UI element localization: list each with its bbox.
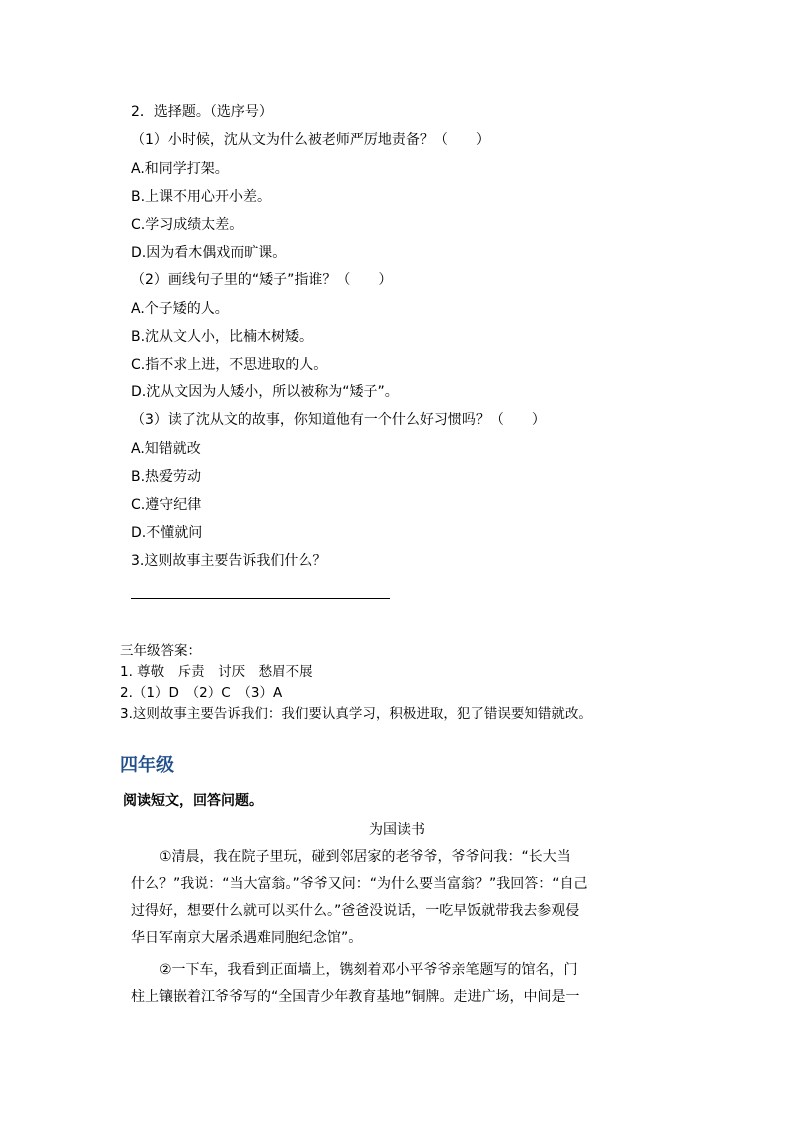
paragraph-line: ①清晨，我在院子里玩，碰到邻居家的老爷爷，爷爷问我：“长大当 xyxy=(131,849,571,865)
answer-blank-line xyxy=(131,598,390,599)
question-2-option-c: C.指不求上进，不思进取的人。 xyxy=(131,357,328,373)
passage-paragraph-2 xyxy=(131,957,664,1011)
question-2-stem: （2）画线句子里的“矮子”指谁？（ ） xyxy=(131,272,393,288)
question-2-option-b: B.沈从文人小，比楠木树矮。 xyxy=(131,329,314,345)
question-1-option-d: D.因为看木偶戏而旷课。 xyxy=(131,245,287,261)
passage-title: 为国读书 xyxy=(369,822,425,838)
answers-heading: 三年级答案： xyxy=(120,643,201,659)
question-1-option-b: B.上课不用心开小差。 xyxy=(131,189,272,205)
reading-instruction: 阅读短文，回答问题。 xyxy=(123,793,263,809)
section2-heading: 2．选择题。（选序号） xyxy=(131,104,273,120)
question-2-option-d: D.沈从文因为人矮小，所以被称为“矮子”。 xyxy=(131,384,399,400)
answers-line-3: 3.这则故事主要告诉我们：我们要认真学习，积极进取，犯了错误要知错就改。 xyxy=(120,706,592,722)
grade4-heading: 四年级 xyxy=(120,755,174,776)
question-1-stem: （1）小时候，沈从文为什么被老师严厉地责备？（ ） xyxy=(131,132,490,148)
answers-line-2: 2.（1）D （2）C （3）A xyxy=(120,685,283,701)
passage-paragraph-1 xyxy=(131,844,664,952)
question-3-option-a: A.知错就改 xyxy=(131,441,201,457)
question-2-option-a: A.个子矮的人。 xyxy=(131,301,229,317)
question-1-option-a: A.和同学打架。 xyxy=(131,161,229,177)
paragraph-line: ②一下车，我看到正面墙上，镌刻着邓小平爷爷亲笔题写的馆名，门 xyxy=(131,962,578,978)
question-3-option-d: D.不懂就问 xyxy=(131,525,203,541)
question-3-option-b: B.热爱劳动 xyxy=(131,469,202,485)
question-3-stem: （3）读了沈从文的故事，你知道他有一个什么好习惯吗？（ ） xyxy=(131,412,546,428)
paragraph-line: 华日军南京大屠杀遇难同胞纪念馆”。 xyxy=(131,930,363,946)
answers-line-1: 1. 尊敬 斥责 讨厌 愁眉不展 xyxy=(120,664,313,680)
paragraph-line: 柱上镶嵌着江爷爷写的“全国青少年教育基地”铜牌。走进广场，中间是一 xyxy=(131,989,580,1005)
paragraph-line: 过得好，想要什么就可以买什么。”爸爸没说话，一吃早饭就带我去参观侵 xyxy=(131,903,580,919)
question-3-option-c: C.遵守纪律 xyxy=(131,497,202,513)
question-1-option-c: C.学习成绩太差。 xyxy=(131,217,244,233)
paragraph-line: 什么？”我说：“当大富翁。”爷爷又问：“为什么要当富翁？”我回答：“自己 xyxy=(131,876,588,892)
section3-question: 3.这则故事主要告诉我们什么？ xyxy=(131,553,327,569)
